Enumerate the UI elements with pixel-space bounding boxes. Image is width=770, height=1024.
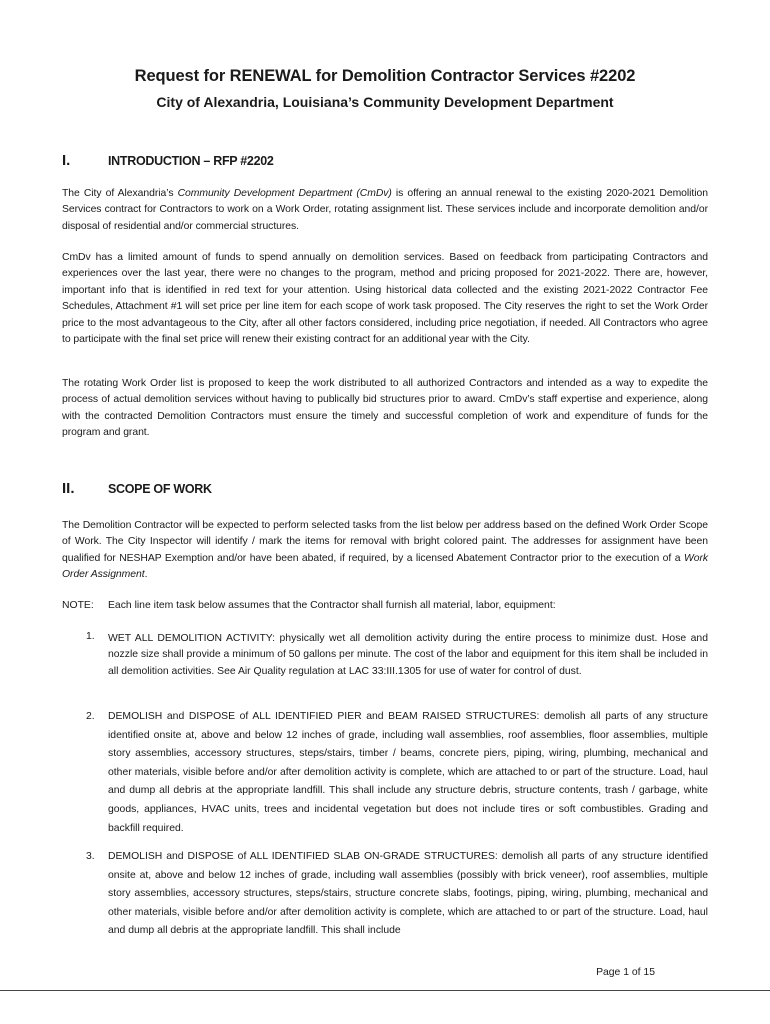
note-text: Each line item task below assumes that the Contractor shall furnish all material, labor, equipment:	[108, 600, 556, 611]
intro-p1-before: The City of Alexandria’s	[62, 188, 178, 199]
item-2-number: 2.	[86, 711, 95, 722]
footer-divider	[0, 990, 770, 991]
note-label: NOTE:	[62, 600, 94, 611]
item-3-text: DEMOLISH and DISPOSE of ALL IDENTIFIED SLAB ON-GRADE STRUCTURES: demolish all parts of any structure identified onsite at, above and below 12 inches of grade, including wall assemblies (possibly with brick veneer), roof assemblies, multiple story assemblies, accessory structures, steps/stairs, structure concrete slabs, footings, piping, wiring, plumbing, mechanical and other materials, visible before and/or after demolition activity is complete, which are attached to or part of the structure. Load, haul and dump all debris at the appropriate landfill. This shall include	[108, 851, 708, 937]
scope-p1-after: .	[144, 569, 148, 581]
document-title: Request for RENEWAL for Demolition Contractor Services #2202	[134, 67, 636, 85]
item-2-text: DEMOLISH and DISPOSE of ALL IDENTIFIED PIER and BEAM RAISED STRUCTURES: demolish all parts of any structure identified onsite at, above and below 12 inches of grade, including wall assemblies, roof assemblies, floor assemblies, multiple story assemblies, accessory structures, steps/stairs, timber / beams, concrete piers, piping, wiring, plumbing, mechanical and other materials, visible before and/or after demolition activity is complete, which are attached to or part of the structure. Load, haul and dump all debris at the appropriate landfill. This shall include any structure debris, structure contents, trash / garbage, white goods, appliances, HVAC units, trees and incidental vegetation but does not include tires or soft combustibles. Grading and backfill required.	[108, 711, 708, 834]
intro-paragraph-3: The rotating Work Order list is proposed to keep the work distributed to all authorized Contractors and intended as a way to expedite the process of actual demolition services without having to publically bid structures prior to award. CmDv’s staff expertise and experience, along with the contracted Demolition Contractors must ensure the timely and successful completion of work and expenditure of funds for the program and grant.	[62, 378, 708, 439]
scope-p1-before: The Demolition Contractor will be expected to perform selected tasks from the list below per address based on the defined Work Order Scope of Work. The City Inspector will identify / mark the items for removal with bright colored paint. The addresses for assignment have been qualified for NESHAP Exemption and/or have been abated, if required, by a licensed Abatement Contractor prior to the execution of a	[62, 520, 708, 564]
scope-p1-italic: Work Order Assignment	[62, 552, 708, 581]
item-1-text: WET ALL DEMOLITION ACTIVITY: physically wet all demolition activity during the entire process to minimize dust. Hose and nozzle size shall provide a minimum of 50 gallons per minute. The cost of the labor and equipment for this item shall be included in all demolition activities. See Air Quality regulation at LAC 33:III.1305 for use of water for control of dust.	[108, 633, 708, 677]
item-1-number: 1.	[86, 631, 95, 642]
section-2-heading: SCOPE OF WORK	[108, 482, 212, 496]
document-subtitle: City of Alexandria, Louisiana’s Community Development Department	[156, 94, 614, 110]
page-number: Page 1 of 15	[596, 967, 655, 978]
section-2-number: II.	[62, 480, 75, 497]
section-1-heading: INTRODUCTION – RFP #2202	[108, 154, 274, 168]
scope-paragraph	[62, 518, 708, 584]
intro-paragraph-1	[62, 186, 708, 235]
intro-paragraph-2: CmDv has a limited amount of funds to spend annually on demolition services. Based on feedback from participating Contractors and experiences over the last year, there were no changes to the program, method and pricing proposed for 2021-2022. There are, however, important info that is identified in red text for your attention. Using historical data collected and the existing 2021-2022 Contractor Fee Schedules, Attachment #1 will set price per line item for each scope of work task proposed. The City reserves the right to set the Work Order price to the most advantageous to the City, after all other factors considered, including price negotiation, if needed. All Contractors who agree to participate with the final set price will renew their existing contract for an additional year with the City.	[62, 252, 708, 346]
intro-p1-after: is offering an annual renewal to the existing 2020-2021 Demolition Services contract for Contractors to work on a Work Order, rotating assignment list. These services include and incorporate demolition and/or disposal of residential and/or commercial structures.	[62, 188, 708, 232]
item-3-number: 3.	[86, 851, 95, 862]
intro-p1-italic: Community Development Department (CmDv)	[177, 188, 392, 199]
section-1-number: I.	[62, 152, 71, 169]
